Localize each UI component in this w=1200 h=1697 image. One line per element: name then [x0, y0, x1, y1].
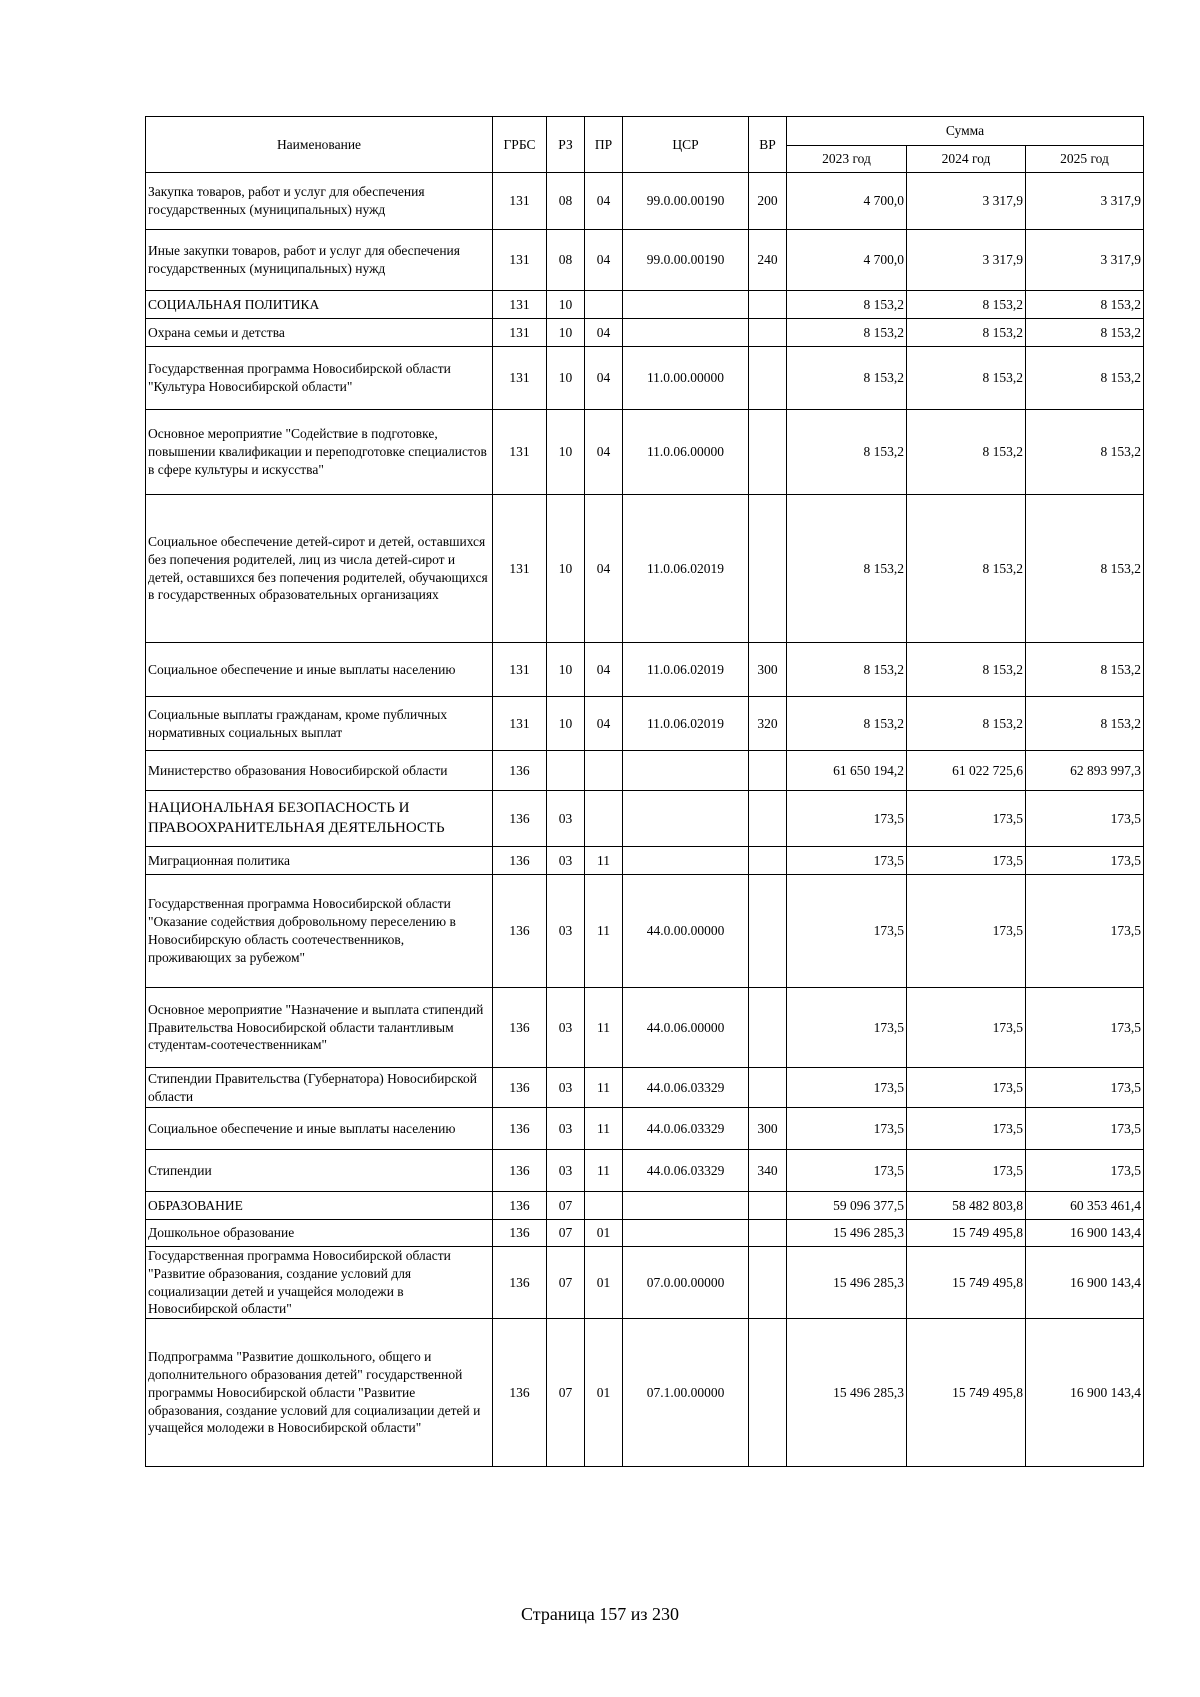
header-vr: ВР [749, 117, 787, 173]
cell-grbs: 136 [493, 1220, 547, 1247]
cell-vr: 300 [749, 1108, 787, 1150]
cell-y2025: 16 900 143,4 [1026, 1319, 1144, 1467]
cell-y2023: 8 153,2 [787, 410, 907, 495]
cell-name: Подпрограмма "Развитие дошкольного, общего и дополнительного образования детей" государственной программы Новосибирской области "Развитие образования, создание условий для социализации детей и учащейся молодежи в Новосибирской области" [146, 1319, 493, 1467]
cell-y2025: 173,5 [1026, 1108, 1144, 1150]
cell-y2024: 61 022 725,6 [907, 751, 1026, 791]
cell-vr: 300 [749, 643, 787, 697]
cell-name: НАЦИОНАЛЬНАЯ БЕЗОПАСНОСТЬ И ПРАВООХРАНИТЕЛЬНАЯ ДЕЯТЕЛЬНОСТЬ [146, 791, 493, 847]
cell-grbs: 136 [493, 1108, 547, 1150]
cell-grbs: 131 [493, 173, 547, 230]
cell-csr [623, 791, 749, 847]
table-row [146, 1319, 1144, 1467]
cell-csr [623, 1192, 749, 1220]
cell-y2025: 16 900 143,4 [1026, 1220, 1144, 1247]
cell-y2023: 173,5 [787, 847, 907, 875]
cell-name: Иные закупки товаров, работ и услуг для обеспечения государственных (муниципальных) нужд [146, 230, 493, 291]
cell-vr [749, 1068, 787, 1108]
cell-y2024: 173,5 [907, 875, 1026, 988]
cell-rz: 08 [547, 230, 585, 291]
cell-csr: 11.0.06.02019 [623, 643, 749, 697]
cell-y2023: 173,5 [787, 791, 907, 847]
cell-csr [623, 319, 749, 347]
cell-y2024: 8 153,2 [907, 347, 1026, 410]
cell-y2025: 60 353 461,4 [1026, 1192, 1144, 1220]
table-row [146, 319, 1144, 347]
table-row [146, 643, 1144, 697]
cell-rz: 10 [547, 410, 585, 495]
cell-pr: 11 [585, 988, 623, 1068]
cell-y2024: 173,5 [907, 1150, 1026, 1192]
cell-name: Государственная программа Новосибирской области "Оказание содействия добровольному переселению в Новосибирскую область соотечественников, проживающих за рубежом" [146, 875, 493, 988]
cell-name: Охрана семьи и детства [146, 319, 493, 347]
header-year-2023: 2023 год [787, 146, 907, 173]
cell-name: Социальные выплаты гражданам, кроме публичных нормативных социальных выплат [146, 697, 493, 751]
table-row [146, 230, 1144, 291]
cell-rz: 10 [547, 697, 585, 751]
cell-y2024: 58 482 803,8 [907, 1192, 1026, 1220]
header-name: Наименование [146, 117, 493, 173]
cell-y2023: 173,5 [787, 875, 907, 988]
cell-y2025: 173,5 [1026, 1150, 1144, 1192]
cell-grbs: 131 [493, 410, 547, 495]
cell-vr: 340 [749, 1150, 787, 1192]
cell-rz: 10 [547, 495, 585, 643]
cell-csr [623, 291, 749, 319]
cell-pr: 11 [585, 1068, 623, 1108]
cell-csr: 44.0.06.03329 [623, 1068, 749, 1108]
table-row [146, 988, 1144, 1068]
header-grbs: ГРБС [493, 117, 547, 173]
cell-y2025: 62 893 997,3 [1026, 751, 1144, 791]
table-row [146, 1220, 1144, 1247]
cell-rz: 03 [547, 988, 585, 1068]
cell-name: Государственная программа Новосибирской области "Развитие образования, создание условий для социализации детей и учащейся молодежи в Новосибирской области" [146, 1247, 493, 1319]
cell-y2024: 8 153,2 [907, 697, 1026, 751]
cell-y2023: 15 496 285,3 [787, 1220, 907, 1247]
cell-pr: 04 [585, 347, 623, 410]
cell-pr [585, 791, 623, 847]
cell-y2024: 173,5 [907, 988, 1026, 1068]
cell-csr: 44.0.00.00000 [623, 875, 749, 988]
cell-y2025: 173,5 [1026, 847, 1144, 875]
header-rz: РЗ [547, 117, 585, 173]
header-sum: Сумма [787, 117, 1144, 146]
cell-vr [749, 751, 787, 791]
header-year-2025: 2025 год [1026, 146, 1144, 173]
cell-csr: 44.0.06.00000 [623, 988, 749, 1068]
cell-csr: 11.0.06.02019 [623, 697, 749, 751]
cell-vr: 200 [749, 173, 787, 230]
cell-name: ОБРАЗОВАНИЕ [146, 1192, 493, 1220]
cell-rz: 10 [547, 291, 585, 319]
cell-y2024: 3 317,9 [907, 230, 1026, 291]
cell-y2025: 16 900 143,4 [1026, 1247, 1144, 1319]
cell-rz: 07 [547, 1192, 585, 1220]
cell-grbs: 131 [493, 230, 547, 291]
table-row [146, 410, 1144, 495]
page-footer: Страница 157 из 230 [521, 1604, 679, 1624]
cell-vr [749, 1247, 787, 1319]
cell-vr [749, 495, 787, 643]
cell-name: Социальное обеспечение детей-сирот и детей, оставшихся без попечения родителей, лиц из числа детей-сирот и детей, оставшихся без попечения родителей, обучающихся в государственных образовательных организациях [146, 495, 493, 643]
cell-vr: 240 [749, 230, 787, 291]
cell-y2023: 4 700,0 [787, 173, 907, 230]
cell-rz: 03 [547, 847, 585, 875]
cell-y2024: 15 749 495,8 [907, 1220, 1026, 1247]
cell-y2023: 173,5 [787, 988, 907, 1068]
table-row [146, 173, 1144, 230]
cell-pr: 04 [585, 643, 623, 697]
cell-pr: 04 [585, 697, 623, 751]
cell-y2023: 15 496 285,3 [787, 1247, 907, 1319]
cell-pr [585, 291, 623, 319]
cell-csr: 11.0.06.00000 [623, 410, 749, 495]
cell-y2025: 8 153,2 [1026, 347, 1144, 410]
cell-csr: 07.0.00.00000 [623, 1247, 749, 1319]
cell-y2023: 173,5 [787, 1068, 907, 1108]
table-row [146, 1068, 1144, 1108]
cell-grbs: 136 [493, 1150, 547, 1192]
cell-grbs: 131 [493, 697, 547, 751]
cell-pr: 04 [585, 319, 623, 347]
cell-pr: 04 [585, 230, 623, 291]
table-row [146, 1247, 1144, 1319]
cell-csr: 11.0.00.00000 [623, 347, 749, 410]
cell-pr: 11 [585, 1108, 623, 1150]
cell-grbs: 131 [493, 347, 547, 410]
cell-pr: 11 [585, 1150, 623, 1192]
cell-rz: 07 [547, 1247, 585, 1319]
table-row [146, 1150, 1144, 1192]
cell-y2025: 8 153,2 [1026, 410, 1144, 495]
cell-rz: 03 [547, 1068, 585, 1108]
cell-y2023: 4 700,0 [787, 230, 907, 291]
cell-y2023: 173,5 [787, 1108, 907, 1150]
cell-y2025: 173,5 [1026, 791, 1144, 847]
cell-y2023: 8 153,2 [787, 697, 907, 751]
cell-vr [749, 847, 787, 875]
cell-y2023: 8 153,2 [787, 495, 907, 643]
cell-y2024: 15 749 495,8 [907, 1247, 1026, 1319]
cell-grbs: 136 [493, 1068, 547, 1108]
cell-pr: 11 [585, 847, 623, 875]
cell-y2024: 173,5 [907, 791, 1026, 847]
cell-y2023: 59 096 377,5 [787, 1192, 907, 1220]
cell-pr [585, 751, 623, 791]
cell-y2024: 8 153,2 [907, 291, 1026, 319]
cell-vr [749, 291, 787, 319]
cell-csr [623, 847, 749, 875]
cell-y2023: 8 153,2 [787, 347, 907, 410]
cell-y2023: 173,5 [787, 1150, 907, 1192]
cell-csr: 11.0.06.02019 [623, 495, 749, 643]
cell-rz: 07 [547, 1220, 585, 1247]
cell-rz: 03 [547, 1108, 585, 1150]
cell-name: Стипендии [146, 1150, 493, 1192]
budget-table [145, 116, 1144, 1467]
table-row [146, 1192, 1144, 1220]
cell-name: Социальное обеспечение и иные выплаты населению [146, 643, 493, 697]
cell-grbs: 131 [493, 319, 547, 347]
cell-name: Государственная программа Новосибирской области "Культура Новосибирской области" [146, 347, 493, 410]
cell-y2025: 173,5 [1026, 1068, 1144, 1108]
cell-y2025: 8 153,2 [1026, 495, 1144, 643]
cell-grbs: 136 [493, 847, 547, 875]
cell-y2025: 173,5 [1026, 988, 1144, 1068]
cell-grbs: 136 [493, 988, 547, 1068]
cell-rz: 10 [547, 347, 585, 410]
cell-y2025: 173,5 [1026, 875, 1144, 988]
cell-grbs: 136 [493, 1247, 547, 1319]
cell-csr [623, 1220, 749, 1247]
cell-pr: 01 [585, 1319, 623, 1467]
cell-grbs: 136 [493, 791, 547, 847]
table-body [146, 173, 1144, 1467]
cell-name: Основное мероприятие "Назначение и выплата стипендий Правительства Новосибирской области талантливым студентам-соотечественникам" [146, 988, 493, 1068]
cell-grbs: 131 [493, 495, 547, 643]
cell-vr: 320 [749, 697, 787, 751]
cell-name: Миграционная политика [146, 847, 493, 875]
cell-vr [749, 1220, 787, 1247]
cell-csr: 07.1.00.00000 [623, 1319, 749, 1467]
cell-csr: 99.0.00.00190 [623, 230, 749, 291]
header-pr: ПР [585, 117, 623, 173]
cell-y2024: 8 153,2 [907, 410, 1026, 495]
cell-rz: 08 [547, 173, 585, 230]
cell-pr: 01 [585, 1220, 623, 1247]
cell-grbs: 131 [493, 291, 547, 319]
cell-name: Закупка товаров, работ и услуг для обеспечения государственных (муниципальных) нужд [146, 173, 493, 230]
cell-name: Основное мероприятие "Содействие в подготовке, повышении квалификации и переподготовке специалистов в сфере культуры и искусства" [146, 410, 493, 495]
cell-rz [547, 751, 585, 791]
cell-grbs: 136 [493, 1319, 547, 1467]
cell-y2023: 8 153,2 [787, 319, 907, 347]
cell-y2024: 8 153,2 [907, 495, 1026, 643]
cell-vr [749, 875, 787, 988]
cell-grbs: 136 [493, 1192, 547, 1220]
cell-grbs: 136 [493, 751, 547, 791]
header-year-2024: 2024 год [907, 146, 1026, 173]
cell-name: Дошкольное образование [146, 1220, 493, 1247]
cell-vr [749, 347, 787, 410]
cell-y2025: 8 153,2 [1026, 291, 1144, 319]
table-row [146, 291, 1144, 319]
table-row [146, 751, 1144, 791]
table-row [146, 847, 1144, 875]
cell-y2025: 8 153,2 [1026, 319, 1144, 347]
cell-name: Стипендии Правительства (Губернатора) Новосибирской области [146, 1068, 493, 1108]
cell-y2024: 3 317,9 [907, 173, 1026, 230]
cell-name: Министерство образования Новосибирской области [146, 751, 493, 791]
cell-y2024: 173,5 [907, 847, 1026, 875]
cell-y2024: 173,5 [907, 1068, 1026, 1108]
table-row [146, 495, 1144, 643]
cell-pr: 01 [585, 1247, 623, 1319]
table-row [146, 1108, 1144, 1150]
cell-y2025: 3 317,9 [1026, 230, 1144, 291]
cell-y2025: 8 153,2 [1026, 697, 1144, 751]
cell-pr: 04 [585, 173, 623, 230]
cell-y2024: 15 749 495,8 [907, 1319, 1026, 1467]
cell-vr [749, 1192, 787, 1220]
cell-pr: 11 [585, 875, 623, 988]
cell-rz: 10 [547, 643, 585, 697]
table-row [146, 791, 1144, 847]
cell-y2023: 8 153,2 [787, 291, 907, 319]
cell-rz: 03 [547, 791, 585, 847]
cell-csr: 44.0.06.03329 [623, 1108, 749, 1150]
cell-pr [585, 1192, 623, 1220]
cell-y2025: 3 317,9 [1026, 173, 1144, 230]
cell-name: СОЦИАЛЬНАЯ ПОЛИТИКА [146, 291, 493, 319]
cell-name: Социальное обеспечение и иные выплаты населению [146, 1108, 493, 1150]
table-row [146, 697, 1144, 751]
cell-pr: 04 [585, 410, 623, 495]
cell-csr: 44.0.06.03329 [623, 1150, 749, 1192]
cell-vr [749, 319, 787, 347]
cell-y2024: 8 153,2 [907, 319, 1026, 347]
cell-pr: 04 [585, 495, 623, 643]
cell-y2023: 8 153,2 [787, 643, 907, 697]
cell-y2025: 8 153,2 [1026, 643, 1144, 697]
cell-grbs: 136 [493, 875, 547, 988]
cell-rz: 03 [547, 1150, 585, 1192]
cell-rz: 03 [547, 875, 585, 988]
cell-vr [749, 791, 787, 847]
table-row [146, 875, 1144, 988]
cell-y2023: 61 650 194,2 [787, 751, 907, 791]
cell-rz: 07 [547, 1319, 585, 1467]
cell-y2024: 173,5 [907, 1108, 1026, 1150]
cell-vr [749, 988, 787, 1068]
cell-grbs: 131 [493, 643, 547, 697]
cell-rz: 10 [547, 319, 585, 347]
header-csr: ЦСР [623, 117, 749, 173]
cell-vr [749, 410, 787, 495]
cell-vr [749, 1319, 787, 1467]
table-row [146, 347, 1144, 410]
cell-csr: 99.0.00.00190 [623, 173, 749, 230]
cell-csr [623, 751, 749, 791]
cell-y2024: 8 153,2 [907, 643, 1026, 697]
cell-y2023: 15 496 285,3 [787, 1319, 907, 1467]
